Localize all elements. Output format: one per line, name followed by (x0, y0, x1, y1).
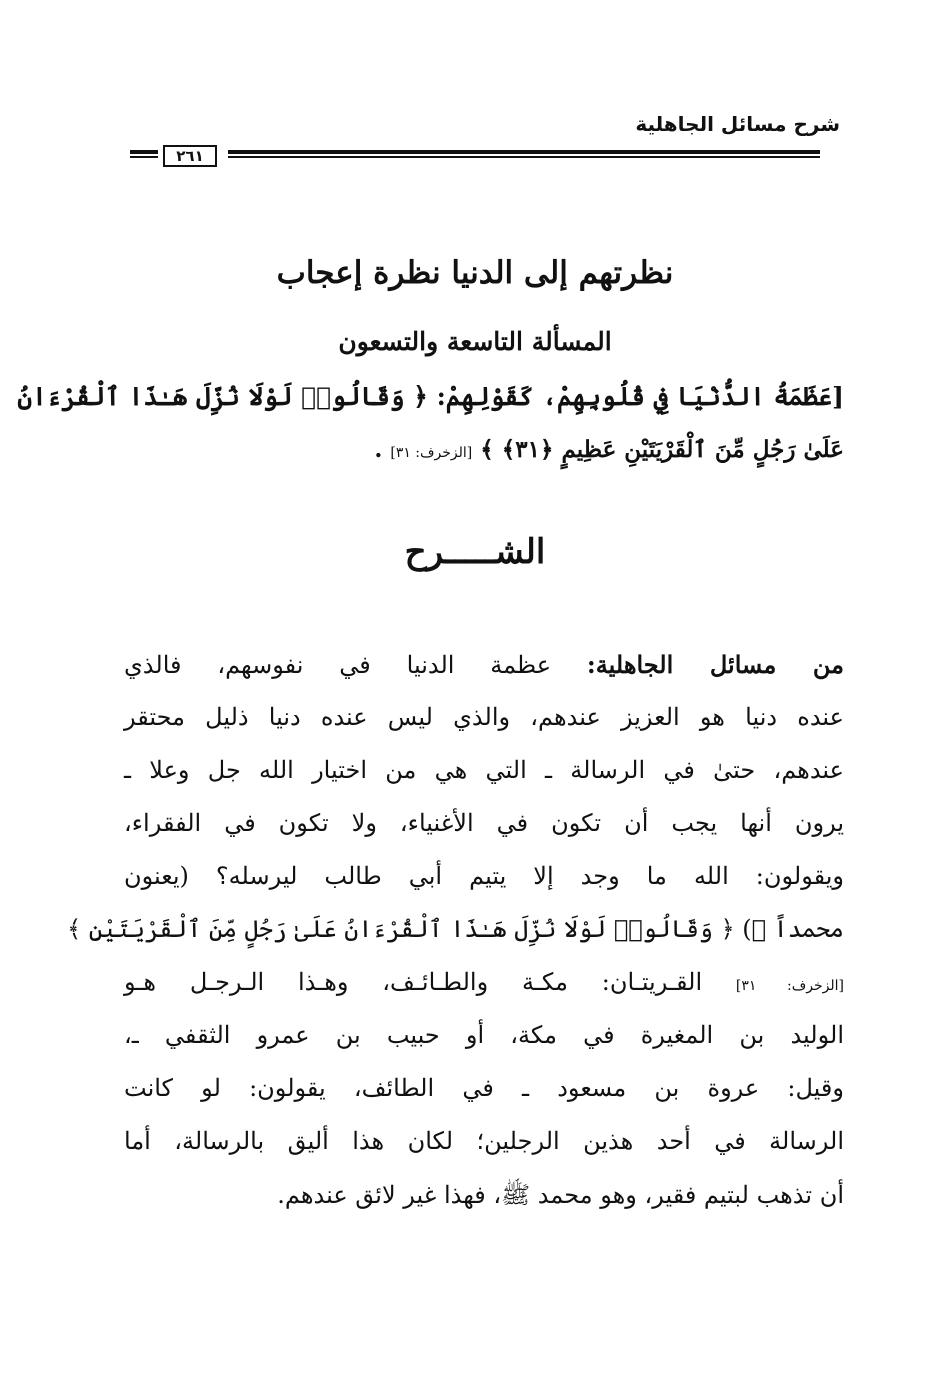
body-text: القـريتـان: مكـة والطـائـف، وهـذا الـرجـل هـو (124, 968, 736, 996)
body-line-2: عنده دنيا هو العزيز عندهم، والذي ليس عنده دنيا ذليل محتقر (124, 703, 844, 731)
matn-verse-end: عَلَىٰ رَجُلٍ مِّنَ ٱلْقَرْيَتَيْنِ عَظِيمٍ ﴿٣١﴾ ﴾ (480, 436, 844, 463)
body-line-3: عندهم، حتىٰ في الرسالة ـ التي هي من اختيار الله جل وعلا ـ (124, 756, 844, 784)
body-line-5: ويقولون: الله ما وجد إلا يتيم أبي طالب ليرسله؟ (يعنون (124, 862, 844, 890)
body-line-8: الوليد بن المغيرة في مكة، أو حبيب بن عمرو الثقفي ـ، (124, 1021, 844, 1049)
section-title: نظرتهم إلى الدنيا نظرة إعجاب (276, 255, 674, 291)
matn-line-2 (114, 436, 844, 463)
page-number: ٢٦١ (163, 145, 217, 167)
matn-end-mark: . (374, 436, 383, 463)
body-line-11: أن تذهب لبتيم فقير، وهو محمد ﷺ، فهذا غير لائق عندهم. (277, 1181, 844, 1209)
matn-line-1: [عَظَمَةُ الدُّنْيَا فِي قُلُوبِهِمْ، كَقَوْلِهِمْ: ﴿ وَقَالُوا۟ لَوْلَا نُزِّلَ هَـٰذَا ٱلْقُرْءَانُ (17, 382, 844, 411)
body-line-10: الرسالة في أحد هذين الرجلين؛ لكان هذا أليق بالرسالة، أما (124, 1127, 844, 1155)
body-line-9: وقيل: عروة بن مسعود ـ في الطائف، يقولون: لو كانت (124, 1074, 844, 1102)
body-line-7 (124, 968, 844, 996)
verse-reference: [الزخرف: ٣١] (390, 445, 473, 461)
body-line-4: يرون أنها يجب أن تكون في الأغنياء، ولا تكون في الفقراء، (124, 809, 844, 837)
body-line-1 (124, 650, 844, 679)
running-header-title: شرح مسائل الجاهلية (635, 112, 840, 136)
header-rule (228, 150, 820, 158)
sharh-title: الشـــــرح (404, 532, 546, 572)
verse-reference: [الزخرف: ٣١] (735, 978, 844, 994)
issue-title: المسألة التاسعة والتسعون (338, 327, 612, 356)
body-lead-bold: من مسائل الجاهلية: (586, 650, 845, 679)
body-line-6: محمداً ﷺ) ﴿ وَقَالُوا۟ لَوْلَا نُزِّلَ هَـٰذَا ٱلْقُرْءَانُ عَلَىٰ رَجُلٍ مِّنَ ٱلْقَرْيَتَيْنِ ﴾ (67, 915, 844, 943)
body-text: عظمة الدنيا في نفوسهم، فالذي (124, 651, 587, 679)
header-rule-left (130, 150, 158, 158)
